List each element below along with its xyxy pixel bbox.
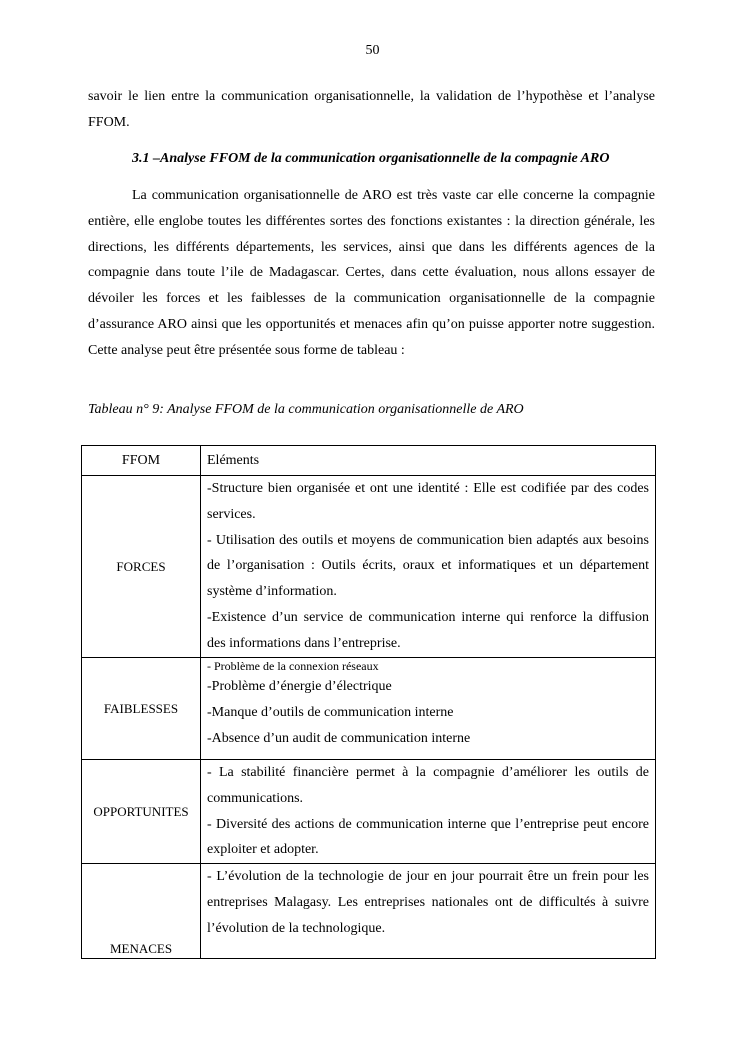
menaces-item: - L’évolution de la technologie de jour en jour pourrait être un frein pour les entreprises Malagasy. Les entreprises nationales ont de difficultés à suivre l’évolution de la technologique. <box>207 869 649 936</box>
section-heading: 3.1 –Analyse FFOM de la communication organisationnelle de la compagnie ARO <box>132 151 610 166</box>
table-row-faiblesses <box>82 658 656 760</box>
header-ffom: FFOM <box>82 446 201 476</box>
ffom-table <box>81 445 656 959</box>
forces-item: -Existence d’un service de communication interne qui renforce la diffusion des informations dans l’entreprise. <box>207 609 649 651</box>
category-forces: FORCES <box>82 476 201 658</box>
elements-faiblesses <box>201 658 656 760</box>
page-number: 50 <box>365 43 380 58</box>
table-row-menaces <box>82 864 656 959</box>
forces-item: - Utilisation des outils et moyens de communication bien adaptés aux besoins de l’organisation : Outils écrits, oraux et informatiques et un département système d’information. <box>207 532 649 600</box>
elements-forces <box>201 476 656 658</box>
opportunites-item: - La stabilité financière permet à la compagnie d’améliorer les outils de communications. <box>207 765 649 806</box>
faiblesses-item: -Problème d’énergie d’électrique <box>207 679 392 694</box>
category-faiblesses: FAIBLESSES <box>82 658 201 760</box>
intro-paragraph: savoir le lien entre la communication organisationnelle, la validation de l’hypothèse et l’analyse FFOM. <box>88 89 655 130</box>
table-row-forces <box>82 476 656 658</box>
category-opportunites: OPPORTUNITES <box>82 760 201 864</box>
elements-menaces <box>201 864 656 959</box>
opportunites-item: - Diversité des actions de communication interne que l’entreprise peut encore exploiter et adopter. <box>207 816 649 858</box>
forces-item: -Structure bien organisée et ont une identité : Elle est codifiée par des codes services. <box>207 481 649 522</box>
table-row-opportunites <box>82 760 656 864</box>
table-caption: Tableau n° 9: Analyse FFOM de la communication organisationnelle de ARO <box>88 402 524 417</box>
table-header-row <box>82 446 656 476</box>
faiblesses-item: -Manque d’outils de communication interne <box>207 704 454 720</box>
header-elements: Eléments <box>201 446 656 476</box>
body-paragraph: La communication organisationnelle de ARO est très vaste car elle concerne la compagnie entière, elle englobe toutes les différentes sortes des fonctions existantes : la direction générale, les directions, les différents départements, les services, ainsi que dans les différents agences de la compagnie dans toute l’ile de Madagascar. Certes, dans cette évaluation, nous allons essayer de dévoiler les forces et les faiblesses de la communication organisationnelle de la compagnie d’assurance ARO ainsi que les opportunités et menaces afin qu’on puisse apporter notre suggestion. Cette analyse peut être présentée sous forme de tableau : <box>88 188 655 358</box>
elements-opportunites <box>201 760 656 864</box>
faiblesses-item: - Problème de la connexion réseaux <box>207 659 379 673</box>
category-menaces: MENACES <box>82 864 201 959</box>
faiblesses-item: -Absence d’un audit de communication interne <box>207 730 471 746</box>
